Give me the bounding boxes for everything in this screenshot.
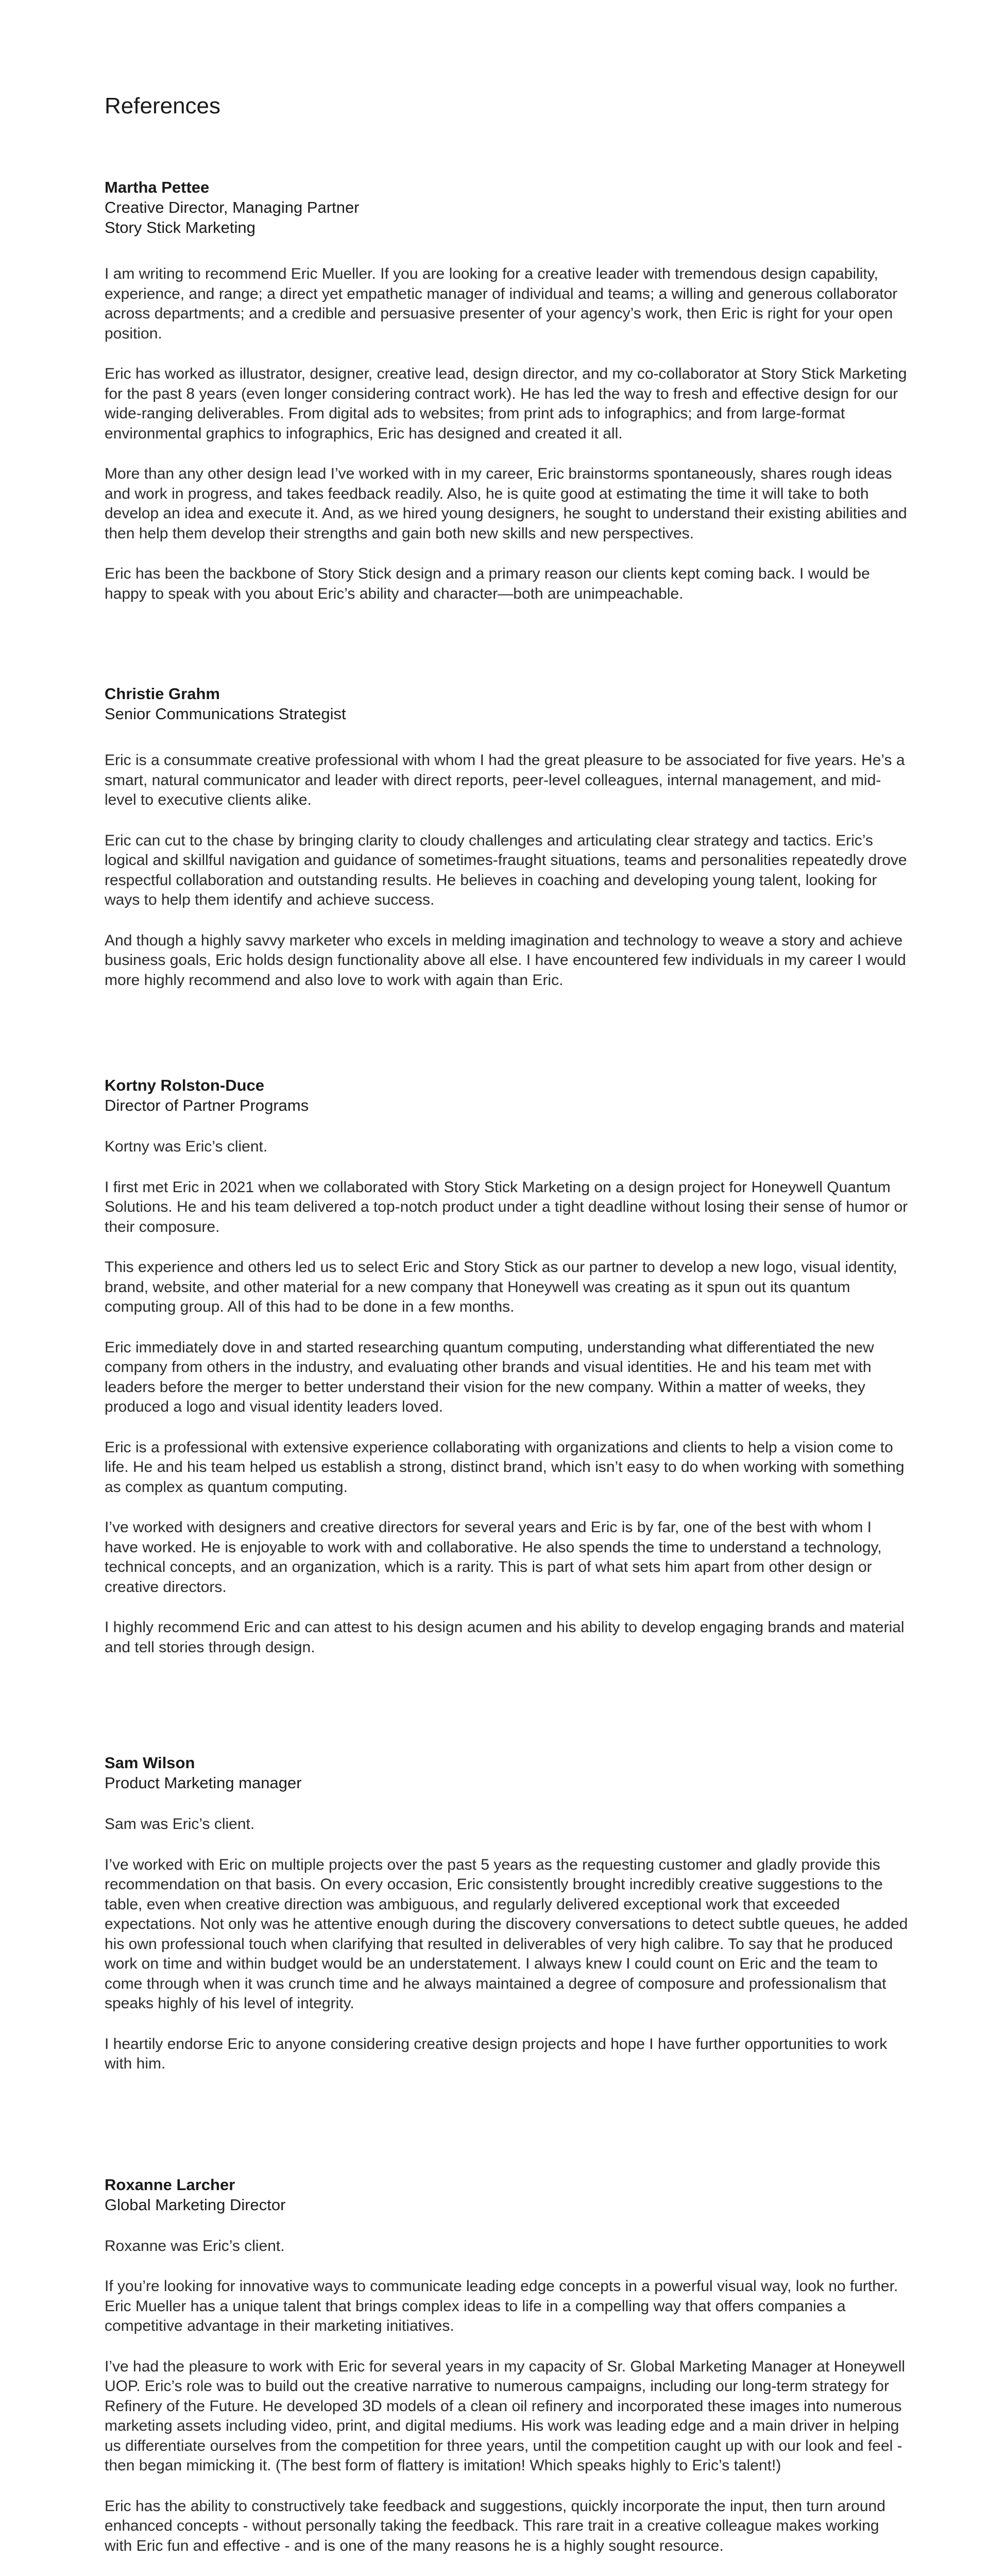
reference-sam-wilson bbox=[105, 1753, 908, 2074]
reference-paragraph: Eric can cut to the chase by bringing clarity to cloudy challenges and articulating clear strategy and tactics. Eric’s logical and skillful navigation and guidance of sometimes-fraught situations, teams and personalities repeatedly drove respectful collaboration and outstanding results. He believes in coaching and developing young talent, looking for ways to help them identify and achieve success. bbox=[105, 832, 907, 908]
reference-name: Roxanne Larcher bbox=[105, 2175, 235, 2194]
reference-title: Global Marketing Director bbox=[105, 2195, 286, 2214]
reference-relationship: Kortny was Eric’s client. bbox=[105, 1138, 268, 1155]
reference-title: Product Marketing manager bbox=[105, 1774, 302, 1792]
references-content bbox=[105, 92, 908, 2576]
reference-paragraph: I’ve worked with designers and creative directors for several years and Eric is by far, one of the best with whom I have worked. He is enjoyable to work with and collaborative. He also spends the time to understand a technology, technical concepts, and an organization, which is a rarity. This is part of what sets him apart from other design or creative directors. bbox=[105, 1519, 882, 1596]
page-title: References bbox=[105, 93, 221, 118]
reference-title: Creative Director, Managing Partner bbox=[105, 198, 360, 216]
reference-paragraph: Eric has worked as illustrator, designer, creative lead, design director, and my co-collaborator at Story Stick Marketing for the past 8 years (even longer considering contract work). He has led the way to fresh and effective design for our wide-ranging deliverables. From digital ads to websites; from print ads to infographics; and from large-format environmental graphics to infographics, Eric has designed and created it all. bbox=[105, 365, 907, 442]
reference-name: Kortny Rolston-Duce bbox=[105, 1076, 264, 1094]
reference-paragraph: I heartily endorse Eric to anyone considering creative design projects and hope I have further opportunities to work with him. bbox=[105, 2035, 888, 2072]
reference-name: Martha Pettee bbox=[105, 178, 210, 196]
reference-relationship: Sam was Eric’s client. bbox=[105, 1816, 255, 1833]
reference-body bbox=[105, 2236, 908, 2576]
reference-paragraph: And though a highly savvy marketer who excels in melding imagination and technology to weave a story and achieve business goals, Eric holds design functionality above all else. I have encountered few individuals in my career I would more highly recommend and also love to work with again than Eric. bbox=[105, 931, 906, 989]
reference-relationship: Roxanne was Eric’s client. bbox=[105, 2237, 285, 2255]
reference-body bbox=[105, 264, 908, 604]
reference-title: Director of Partner Programs bbox=[105, 1096, 309, 1114]
reference-organization: Story Stick Marketing bbox=[105, 218, 255, 236]
reference-martha-pettee bbox=[105, 177, 908, 604]
reference-paragraph: Eric has the ability to constructively take feedback and suggestions, quickly incorporate the input, then turn around enhanced concepts - without personally taking the feedback. This rare trait in a creative colleague makes working with Eric fun and effective - and is one of the many reasons he is a highly sought resource. bbox=[105, 2497, 885, 2554]
reference-name: Sam Wilson bbox=[105, 1754, 195, 1772]
reference-paragraph: I am writing to recommend Eric Mueller. If you are looking for a creative leader with tremendous design capability, experience, and range; a direct yet empathetic manager of individual and teams; a willing and generous collaborator across departments; and a credible and persuasive presenter of your agency’s work, then Eric is right for your open position. bbox=[105, 265, 898, 342]
reference-christie-grahm bbox=[105, 684, 908, 990]
reference-body bbox=[105, 751, 908, 990]
reference-paragraph: Eric is a professional with extensive experience collaborating with organizations and clients to help a vision come to life. He and his team helped us establish a strong, distinct brand, which isn’t easy to do when working with something as complex as quantum computing. bbox=[105, 1438, 905, 1496]
reference-name: Christie Grahm bbox=[105, 685, 220, 703]
reference-paragraph: I first met Eric in 2021 when we collaborated with Story Stick Marketing on a design project for Honeywell Quantum Solutions. He and his team delivered a top-notch product under a tight deadline without losing their sense of humor or their composure. bbox=[105, 1178, 908, 1235]
reference-paragraph: Eric is a consummate creative professional with whom I had the great pleasure to be associated for five years. He’s a smart, natural communicator and leader with direct reports, peer-level colleagues, internal management, and mid-level to executive clients alike. bbox=[105, 752, 905, 808]
reference-paragraph: I’ve worked with Eric on multiple projects over the past 5 years as the requesting customer and gladly provide this recommendation on that basis. On every occasion, Eric consistently brought incredibly creative suggestions to the table, even when creative direction was ambiguous, and regularly delivered exceptional work that exceeded expectations. Not only was he attentive enough during the discovery conversations to detect subtle queues, he added his own professional touch when clarifying that resulted in deliverables of very high calibre. To say that he produced work on time and within budget would be an understatement. I always knew I could count on Eric and the team to come through when it was crunch time and he always maintained a degree of composure and professionalism that speaks highly of his level of integrity. bbox=[105, 1856, 908, 2012]
reference-paragraph: If you’re looking for innovative ways to communicate leading edge concepts in a powerful visual way, look no further. Eric Mueller has a unique talent that brings complex ideas to life in a compelling way that offers companies a competitive advantage in their marketing initiatives. bbox=[105, 2278, 898, 2334]
reference-paragraph: I highly recommend Eric and can attest to his design acumen and his ability to develop engaging brands and material and tell stories through design. bbox=[105, 1619, 905, 1656]
reference-paragraph: Eric has been the backbone of Story Stick design and a primary reason our clients kept coming back. I would be happy to speak with you about Eric’s ability and character—both are unimpeachable. bbox=[105, 565, 870, 602]
reference-kortny-rolston-duce bbox=[105, 1075, 908, 1657]
reference-paragraph: I’ve had the pleasure to work with Eric for several years in my capacity of Sr. Global Marketing Manager at Honeywell UOP. Eric’s role was to build out the creative narrative to numerous campaigns, including our long-term strategy for Refinery of the Future. He developed 3D models of a clean oil refinery and incorporated these images into numerous marketing assets including video, print, and digital mediums. His work was leading edge and a main driver in helping us differentiate ourselves from the competition for three years, until the competition caught up with our look and feel - then began mimicking it. (The best form of flattery is imitation! Which speaks highly to Eric’s talent!) bbox=[105, 2358, 906, 2474]
reference-title: Senior Communications Strategist bbox=[105, 705, 346, 723]
reference-body bbox=[105, 1815, 908, 2074]
reference-roxanne-larcher bbox=[105, 2175, 908, 2576]
reference-paragraph: Eric immediately dove in and started researching quantum computing, understanding what differentiated the new company from others in the industry, and evaluating other brands and visual identities. He and his team met with leaders before the merger to better understand their vision for the new company. Within a matter of weeks, they produced a logo and visual identity leaders loved. bbox=[105, 1338, 874, 1415]
reference-paragraph: This experience and others led us to select Eric and Story Stick as our partner to develop a new logo, visual identity, brand, website, and other material for a new company that Honeywell was creating as it spun out its quantum computing group. All of this had to be done in a few months. bbox=[105, 1259, 897, 1315]
reference-body bbox=[105, 1137, 908, 1657]
reference-paragraph: More than any other design lead I’ve worked with in my career, Eric brainstorms spontaneously, shares rough ideas and work in progress, and takes feedback readily. Also, he is quite good at estimating the time it will take to both develop an idea and execute it. And, as we hired young designers, he sought to understand their existing abilities and then help them develop their strengths and gain both new skills and new perspectives. bbox=[105, 465, 907, 542]
